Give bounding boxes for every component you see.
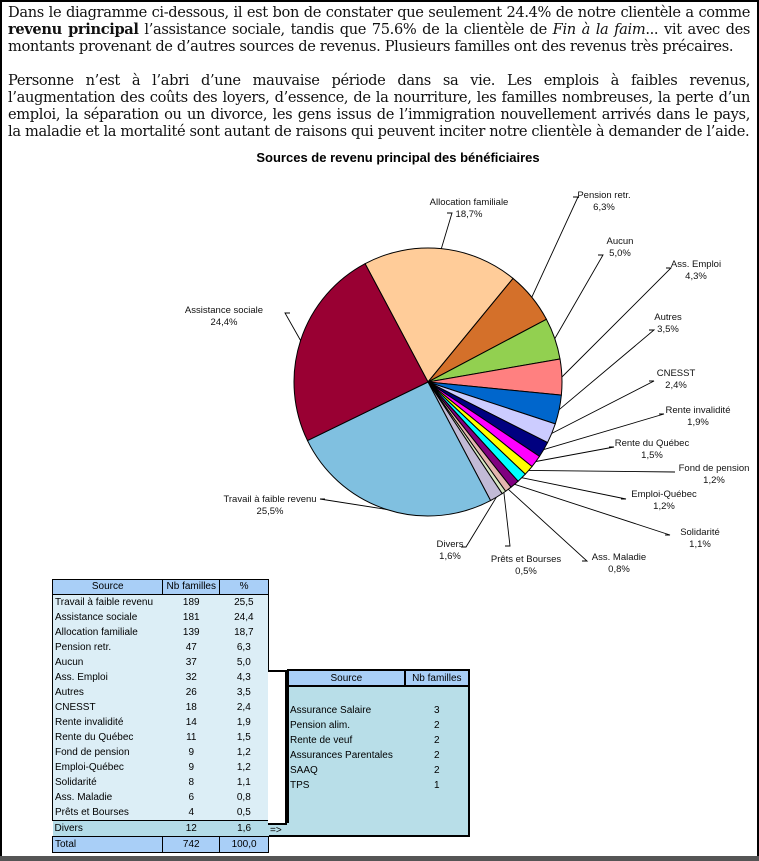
leader-line xyxy=(529,470,675,472)
cell-count: 26 xyxy=(163,685,220,700)
cell-percent: 6,3 xyxy=(220,640,269,655)
table-row xyxy=(53,715,269,730)
divider-inset xyxy=(268,670,287,825)
cell-count: 2 xyxy=(434,765,440,776)
table-row xyxy=(288,763,469,778)
slice-label: Rente du Québec xyxy=(614,438,690,449)
cell-source: Fond de pension xyxy=(53,745,163,760)
leader-line xyxy=(559,330,654,410)
leader-line xyxy=(285,313,301,341)
chart-title: Sources de revenu principal des bénéficiaires xyxy=(256,150,540,165)
cell-percent: 1,6 xyxy=(220,821,269,837)
intro-paragraph-2: Personne n’est à l’abri d’une mauvaise période dans sa vie. Les emplois à faibles revenus, l’augmentation des coûts des loyers, d’essence, de la nourriture, les familles nombreuses, la perte d’un emploi, la séparation ou un divorce, les gens issus de l’immigration nouvellement arrivés dans le pays, la maladie et la mortalité sont autant de raisons qui peuvent inciter notre clientèle à demander de l’aide. xyxy=(8,72,750,140)
table-row xyxy=(288,718,469,733)
cell-source: Rente du Québec xyxy=(53,730,163,745)
income-table-header xyxy=(53,580,269,595)
cell-source: Emploi-Québec xyxy=(53,760,163,775)
table-row xyxy=(53,745,269,760)
cell-count: 189 xyxy=(163,595,220,611)
cell-count: 11 xyxy=(163,730,220,745)
cell-source: Assurance Salaire xyxy=(290,705,372,716)
cell-source: CNESST xyxy=(53,700,163,715)
leader-line xyxy=(522,478,626,499)
cell-percent: 0,5 xyxy=(220,805,269,821)
cell-source: Solidarité xyxy=(53,775,163,790)
cell-count: 1 xyxy=(434,780,440,791)
slice-value-label: 3,5% xyxy=(657,324,679,335)
slice-value-label: 5,0% xyxy=(609,248,631,259)
intro-p1-c: ... vit avec des montants provenant de d’autres sources de revenus. Plusieurs familles ont des revenus très précaires. xyxy=(8,21,751,55)
spacer-cell xyxy=(288,686,469,703)
slice-value-label: 1,2% xyxy=(703,475,725,486)
table-row xyxy=(53,805,269,821)
table-row xyxy=(53,700,269,715)
cell-source: Allocation familiale xyxy=(53,625,163,640)
cell-percent: 1,2 xyxy=(220,760,269,775)
slice-label: Rente invalidité xyxy=(665,405,731,416)
divers-arrow: => xyxy=(270,825,282,836)
table-row xyxy=(288,778,469,793)
cell-count: 9 xyxy=(163,760,220,775)
cell-count: 2 xyxy=(434,720,440,731)
slice-value-label: 24,4% xyxy=(210,317,238,328)
leader-line xyxy=(552,381,654,433)
cell-source: Aucun xyxy=(53,655,163,670)
table-row xyxy=(53,685,269,700)
cell-source: Assurances Parentales xyxy=(290,750,393,761)
bottom-bar xyxy=(0,856,759,861)
cell-source: Pension retr. xyxy=(53,640,163,655)
col-header-count: Nb familles xyxy=(163,580,220,595)
cell-count: 37 xyxy=(163,655,220,670)
cell-count: 181 xyxy=(163,610,220,625)
intro-p1-b: l’assistance sociale, tandis que 75.6% de la clientèle de xyxy=(138,21,553,38)
cell-count: 12 xyxy=(163,821,220,837)
cell-count: 8 xyxy=(163,775,220,790)
table-row xyxy=(53,640,269,655)
cell-percent: 4,3 xyxy=(220,670,269,685)
slice-value-label: 1,2% xyxy=(653,501,675,512)
cell-percent: 1,1 xyxy=(220,775,269,790)
cell-percent: 0,8 xyxy=(220,790,269,805)
col-header-count: Nb familles xyxy=(405,670,469,686)
cell-count: 4 xyxy=(163,805,220,821)
cell-percent: 18,7 xyxy=(220,625,269,640)
slice-value-label: 0,8% xyxy=(608,564,630,575)
slice-label: Divers xyxy=(436,539,464,550)
cell-percent: 1,5 xyxy=(220,730,269,745)
slice-label: Emploi-Québec xyxy=(631,489,697,500)
cell-source: Rente de veuf xyxy=(290,735,353,746)
slice-value-label: 4,3% xyxy=(685,271,707,282)
table-row xyxy=(53,625,269,640)
income-table xyxy=(52,579,269,853)
table-row xyxy=(53,730,269,745)
slice-label: Ass. Maladie xyxy=(591,552,647,563)
cell-percent: 100,0 xyxy=(220,837,269,853)
table-row xyxy=(53,655,269,670)
slice-value-label: 1,1% xyxy=(689,539,711,550)
cell-source: Autres xyxy=(53,685,163,700)
cell-source: Total xyxy=(53,837,163,853)
cell-percent: 5,0 xyxy=(220,655,269,670)
col-header-source: Source xyxy=(53,580,163,595)
table-row xyxy=(288,748,469,763)
slice-label: Assistance sociale xyxy=(184,305,264,316)
cell-percent: 1,9 xyxy=(220,715,269,730)
slice-label: Aucun xyxy=(606,236,634,247)
leader-line xyxy=(536,447,614,462)
slice-label: Travail à faible revenu xyxy=(223,494,317,505)
slice-value-label: 1,5% xyxy=(641,450,663,461)
slice-value-label: 25,5% xyxy=(256,506,284,517)
cell-count: 18 xyxy=(163,700,220,715)
intro-p1-italic: Fin à la faim xyxy=(552,21,646,38)
table-row-total xyxy=(53,837,269,853)
cell-source: Travail à faible revenu xyxy=(53,595,163,611)
slice-label: Prêts et Bourses xyxy=(490,554,562,565)
leader-line xyxy=(441,213,452,249)
cell-source: Ass. Maladie xyxy=(53,790,163,805)
cell-count: 6 xyxy=(163,790,220,805)
cell-count: 32 xyxy=(163,670,220,685)
leader-line xyxy=(555,255,603,339)
table-row-divers xyxy=(53,821,269,837)
table-row xyxy=(53,610,269,625)
cell-count: 3 xyxy=(434,705,440,716)
slice-label: Solidarité xyxy=(680,527,720,538)
table-row xyxy=(53,775,269,790)
slice-label: Allocation familiale xyxy=(429,197,509,208)
cell-count: 2 xyxy=(434,735,440,746)
cell-percent: 1,2 xyxy=(220,745,269,760)
col-header-source: Source xyxy=(288,670,405,686)
cell-percent: 25,5 xyxy=(220,595,269,611)
slice-value-label: 1,6% xyxy=(439,551,461,562)
slice-value-label: 6,3% xyxy=(593,202,615,213)
slice-label: Autres xyxy=(654,312,682,323)
table-row xyxy=(53,595,269,611)
table-row xyxy=(288,703,469,718)
divers-table-header xyxy=(288,670,469,686)
slice-label: Pension retr. xyxy=(577,190,631,201)
cell-count: 14 xyxy=(163,715,220,730)
cell-source: Rente invalidité xyxy=(53,715,163,730)
divers-table xyxy=(287,669,470,793)
slice-value-label: 0,5% xyxy=(515,566,537,577)
cell-source: Divers xyxy=(53,821,163,837)
slice-label: Fond de pension xyxy=(678,463,750,474)
cell-count: 9 xyxy=(163,745,220,760)
cell-source: TPS xyxy=(290,780,310,791)
cell-source: Prêts et Bourses xyxy=(53,805,163,821)
slice-value-label: 2,4% xyxy=(665,380,687,391)
col-header-percent: % xyxy=(220,580,269,595)
cell-percent: 3,5 xyxy=(220,685,269,700)
slice-label: CNESST xyxy=(656,368,696,379)
spacer-row xyxy=(288,686,469,703)
leader-line xyxy=(508,489,587,561)
cell-count: 742 xyxy=(163,837,220,853)
intro-p1-bold: revenu principal xyxy=(8,21,139,38)
slice-value-label: 18,7% xyxy=(455,209,483,220)
leader-line xyxy=(532,197,578,297)
intro-p1-a: Dans le diagramme ci-dessous, il est bon de constater que seulement 24.4% de notre clientèle a comme xyxy=(8,4,750,21)
leader-line xyxy=(504,493,510,547)
table-row xyxy=(53,670,269,685)
table-row xyxy=(288,733,469,748)
cell-count: 2 xyxy=(434,750,440,761)
table-row xyxy=(53,760,269,775)
cell-source: SAAQ xyxy=(290,765,318,776)
cell-percent: 24,4 xyxy=(220,610,269,625)
cell-source: Pension alim. xyxy=(290,720,351,731)
slice-value-label: 1,9% xyxy=(687,417,709,428)
pie-slices xyxy=(294,248,562,516)
cell-count: 47 xyxy=(163,640,220,655)
table-row xyxy=(53,790,269,805)
cell-percent: 2,4 xyxy=(220,700,269,715)
cell-source: Assistance sociale xyxy=(53,610,163,625)
slice-label: Ass. Emploi xyxy=(670,259,722,270)
cell-count: 139 xyxy=(163,625,220,640)
cell-source: Ass. Emploi xyxy=(53,670,163,685)
